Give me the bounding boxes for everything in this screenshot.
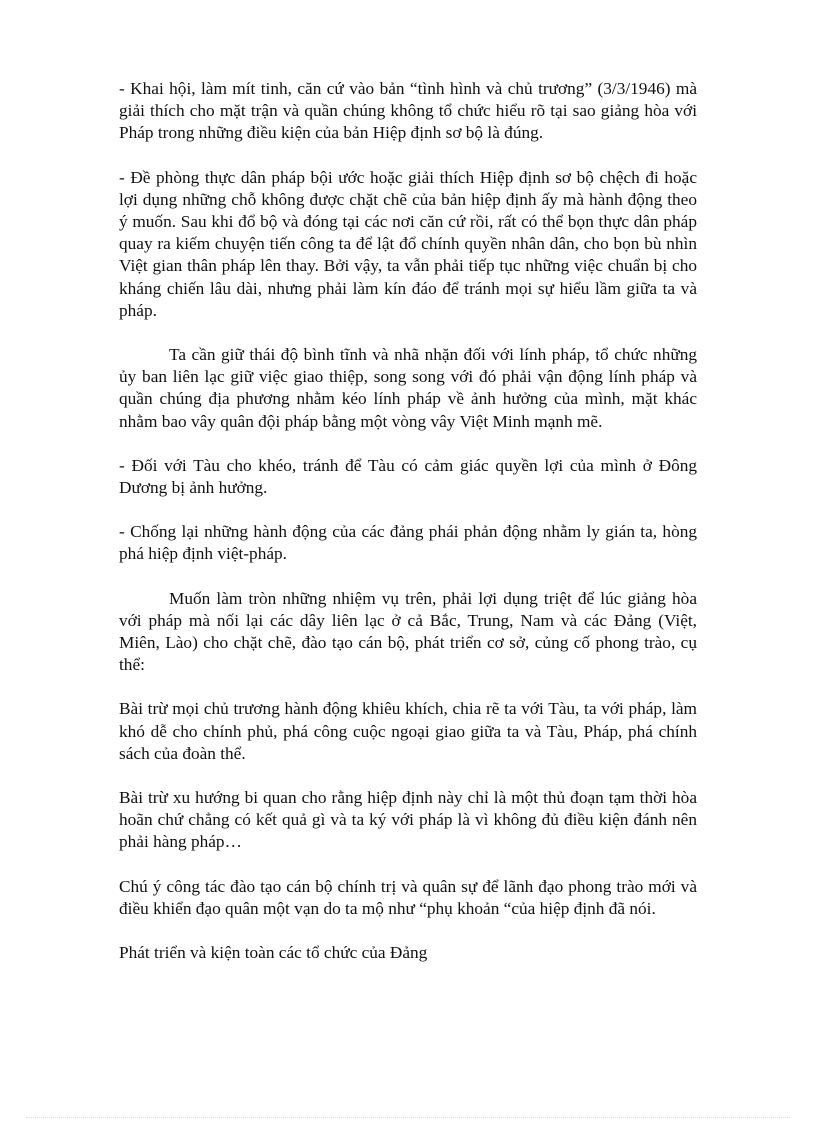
paragraph-cadre-training: Chú ý công tác đào tạo cán bộ chính trị và quân sự để lãnh đạo phong trào mới và điều khiển đạo quân một vạn do ta mộ như “phụ khoản “của hiệp định đã nói. [119,876,697,918]
paragraph-tasks-summary: Muốn làm tròn những nhiệm vụ trên, phải lợi dụng triệt để lúc giảng hòa với pháp mà nối lại các dây liên lạc ở cả Bắc, Trung, Nam và các Đảng (Việt, Miên, Lào) cho chặt chẽ, đào tạo cán bộ, phát triển cơ sở, củng cố phong trào, cụ thể: [119,588,697,675]
paragraph-guard-against-french: - Đề phòng thực dân pháp bội ước hoặc giải thích Hiệp định sơ bộ chệch đi hoặc lợi dụng những chỗ không được chặt chẽ của bản hiệp định ấy mà hành động theo ý muốn. Sau khi đổ bộ và đóng tại các nơi căn cứ rồi, rất có thể bọn thực dân pháp quay ra kiếm chuyện tiến công ta để lật đổ chính quyền nhân dân, cho bọn bù nhìn Việt gian thân pháp lên thay. Bởi vậy, ta vẫn phải tiếp tục những việc chuẩn bị cho kháng chiến lâu dài, nhưng phải làm kín đáo để tránh mọi sự hiểu lầm giữa ta và pháp. [119,167,697,320]
paragraph-eliminate-pessimism: Bài trừ xu hướng bi quan cho rằng hiệp định này chỉ là một thủ đoạn tạm thời hòa hoãn chứ chẳng có kết quả gì và ta ký với pháp là vì không đủ điều kiện đánh nên phải hàng pháp… [119,788,697,852]
paragraph-eliminate-provocation: Bài trừ mọi chủ trương hành động khiêu khích, chia rẽ ta với Tàu, ta với pháp, làm khó dễ cho chính phủ, phá công cuộc ngoại giao giữa ta và Tàu, Pháp, phá chính sách của đoàn thể. [119,699,697,763]
paragraph-chinese-relations: - Đối với Tàu cho khéo, tránh để Tàu có cảm giác quyền lợi của mình ở Đông Dương bị ảnh hưởng. [119,455,697,498]
paragraph-attitude-toward-french-soldiers: Ta cần giữ thái độ bình tĩnh và nhã nhặn đối với lính pháp, tổ chức những ủy ban liên lạc giữ việc giao thiệp, song song với đó phải vận động lính pháp và quần chúng địa phương nhằm kéo lính pháp về ảnh hưởng của mình, mặt khác nhằm bao vây quân đội pháp bằng một vòng vây Việt Minh mạnh mẽ. [119,345,697,431]
paragraph-oppose-reactionaries: - Chống lại những hành động của các đảng phái phản động nhằm ly gián ta, hòng phá hiệp định việt-pháp. [119,522,697,564]
paragraph-party-development: Phát triển và kiện toàn các tổ chức của Đảng [119,943,428,963]
paragraph-propaganda-explanation: - Khai hội, làm mít tinh, căn cứ vào bản “tình hình và chủ trương” (3/3/1946) mà giải thích cho mặt trận và quần chúng không tổ chức hiểu rõ tại sao giảng hòa với Pháp trong những điều kiện của bản Hiệp định sơ bộ là đúng. [119,79,697,143]
page-bottom-divider [26,1117,790,1118]
document-body [119,78,697,986]
